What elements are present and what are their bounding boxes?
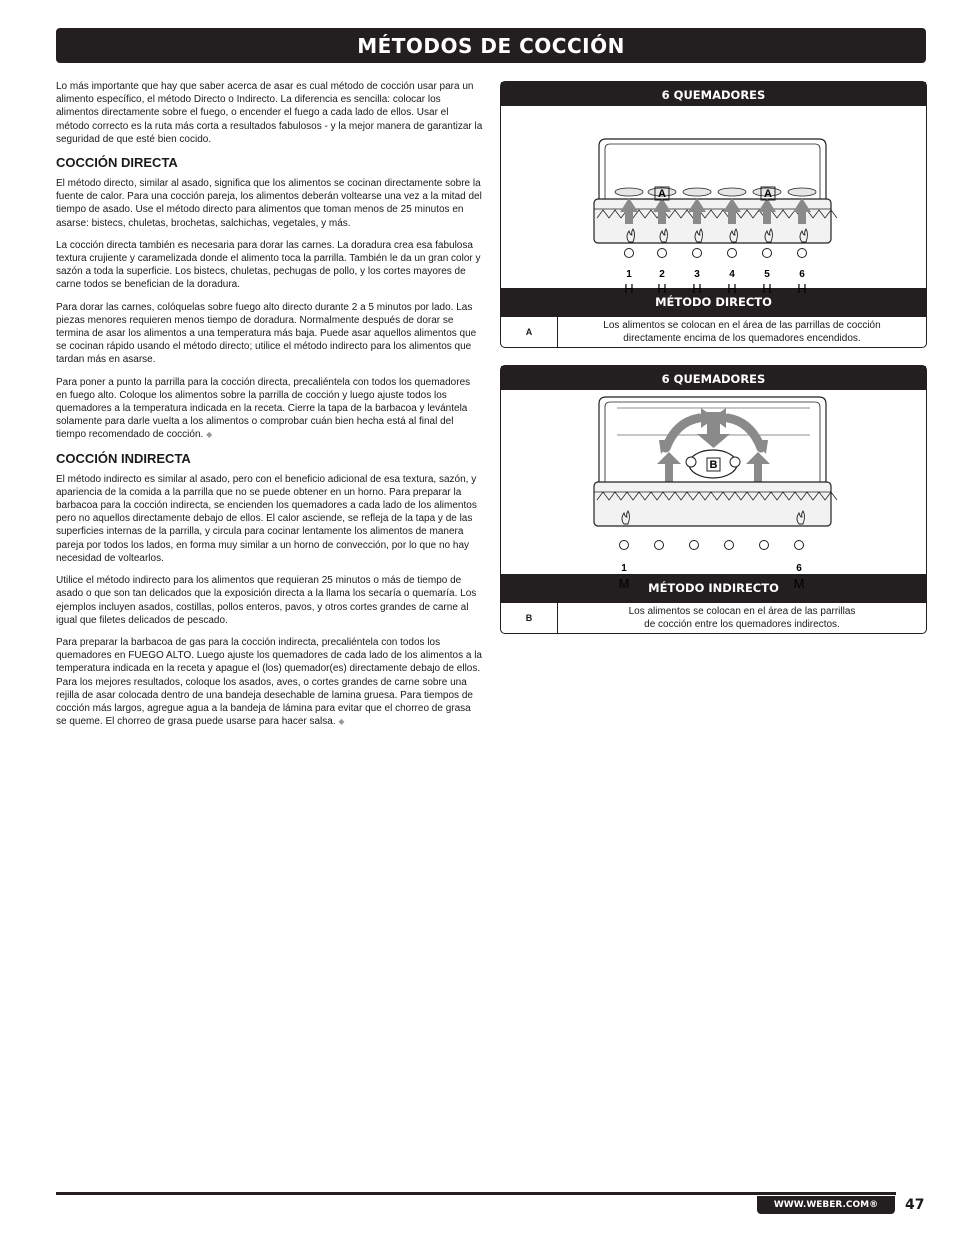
end-mark-icon: ◆: [338, 717, 345, 727]
burner-knob-icon: [693, 249, 702, 258]
food-callout-b: B: [709, 459, 718, 471]
food-item: [683, 188, 711, 196]
burner-knob-icon: [655, 541, 664, 550]
direct-heading: COCCIÓN DIRECTA: [56, 155, 178, 171]
heat-arrow-stem: [625, 210, 633, 224]
burner-setting: H: [762, 281, 772, 296]
burner-setting: H: [657, 281, 667, 296]
burner-knob-icon: [795, 541, 804, 550]
direct-paragraph-1: El método directo, similar al asado, significa que los alimentos se cocinan directamente sobre la fuente de calor. Para una cocción pareja, los alimentos deberán voltearse una vez a la mitad del tiempo de asado. Use el método directo para alimentos que toman menos de 25 minutos en asarse: bistecs, chuletas, brochetas, salchichas, vegetales, y más.: [56, 178, 482, 229]
direct-paragraph-4-text: Para poner a punto la parrilla para la cocción directa, precaliéntela con todos los quemadores en fuego alto. Coloque los alimentos sobre la parrilla de cocción y luego ajuste todos los quemadores a la temperatura indicada en la receta. Cierre la tapa de la barbacoa y levántela solamente para darle vuelta a los alimentos o comprobar cuán bien hecha está al final del tiempo recomendado de cocción.: [56, 376, 471, 441]
direct-panel-header: 6 QUEMADORES: [501, 82, 926, 106]
direct-paragraph-2: La cocción directa también es necesaria para dorar las carnes. La doradura crea esa fabulosa textura crujiente y caramelizada donde el alimento toca la parrilla. También le da un gran color y sazón a toda la superficie. Los bistecs, chuletas, pechugas de pollo, y los cortes mayores de carne todos se benefician de la doradura.: [56, 239, 481, 291]
burner-knob-icon: [690, 541, 699, 550]
page-title: MÉTODOS DE COCCIÓN: [56, 28, 926, 63]
burner-knob-icon: [763, 249, 772, 258]
burner-number: 6: [796, 563, 802, 574]
burner-number: 6: [799, 269, 805, 280]
indirect-paragraph-2: Utilice el método indirecto para los alimentos que requieran 25 minutos o más de tiempo de asado o que son tan delicados que la exposición directa a la llama los secaría o quemaría. Los ejemplos incluyen asados, costillas, pollos enteros, pavos, y otros cortes grandes de carne al igual que filetes delicados de pescado.: [56, 575, 477, 626]
indirect-desc-line-2: de cocción entre los quemadores indirectos.: [644, 619, 840, 630]
direct-legend-row: [501, 316, 926, 347]
food-callout-a-right: A: [764, 188, 772, 200]
direct-desc-line-1: Los alimentos se colocan en el área de las parrillas de cocción: [603, 320, 881, 331]
burner-number: 1: [626, 269, 632, 280]
burner-setting: M: [618, 576, 630, 591]
page-number: 47: [905, 1197, 925, 1213]
footer-rule: [56, 1192, 896, 1195]
indirect-method-label: MÉTODO INDIRECTO: [501, 574, 926, 602]
indirect-paragraph-3-text: Para preparar la barbacoa de gas para la cocción indirecta, precaliéntela con todos los quemadores en FUEGO ALTO. Luego ajuste los quemadores de cada lado de los alimentos a la temperatura indicada en la receta y apague el (los) quemador(es) directamente debajo de ellos. Para los mejores resultados, coloque los asados, aves, o cortes grandes de carne sobre una rejilla de asar colocada dentro de una bandeja desechable de lamina gruesa. Para tiempos de cocción más largos, agregue agua a la bandeja de lámina para evitar que el chorreo de grasa se queme. El chorreo de grasa puede usarse para hacer salsa.: [56, 636, 482, 728]
burner-knob-icon: [728, 249, 737, 258]
food-item: [718, 188, 746, 196]
direct-paragraph-4: [56, 376, 483, 442]
indirect-legend-description: [558, 603, 926, 633]
food-callout-a-left: A: [658, 188, 666, 200]
burner-knob-icon: [725, 541, 734, 550]
burner-knob-icon: [625, 249, 634, 258]
indirect-method-panel: [500, 365, 927, 634]
heat-arrow-stem: [798, 210, 806, 224]
indirect-legend-row: [501, 602, 926, 633]
indirect-desc-line-1: Los alimentos se colocan en el área de las parrillas: [628, 606, 856, 617]
burner-setting: H: [727, 281, 737, 296]
direct-grill-illustration: [501, 106, 926, 296]
burner-knob-icon: [620, 541, 629, 550]
heat-arrow-stem: [658, 210, 666, 224]
indirect-heading: COCCIÓN INDIRECTA: [56, 450, 191, 466]
burner-knob-icon: [798, 249, 807, 258]
direct-method-label: MÉTODO DIRECTO: [501, 288, 926, 316]
burner-setting: M: [793, 576, 805, 591]
direct-legend-description: [558, 317, 926, 347]
burner-knob-icon: [760, 541, 769, 550]
intro-paragraph: Lo más importante que hay que saber acerca de asar es cual método de cocción usar para un alimento específico, el método Directo o Indirecto. La diferencia es sencilla: colocar los alimentos directamente sobre el fuego, o encender el fuego a cada lado de ellos. Usar el método correcto es la ruta más corta a resultados fabulosos - y la mejor manera de garantizar la seguridad de que esté bien cocido.: [56, 81, 483, 145]
heat-arrow-stem: [763, 210, 771, 224]
direct-grill-diagram: [501, 106, 926, 296]
indirect-paragraph-3: [56, 636, 483, 728]
footer-website: WWW.WEBER.COM®: [757, 1196, 895, 1214]
burner-number: 5: [764, 269, 770, 280]
direct-paragraph-3: Para dorar las carnes, colóquelas sobre fuego alto directo durante 2 a 5 minutos por lado. Las piezas menores requieren menos tiempo de doradura. Normalmente después de dorar se termina de asar los alimentos a una temperatura más baja. Puede asar aquellos alimentos que se cocinan rápido usando el método directo; utilice el método indirecto para los alimentos que tardan más en asarse.: [56, 301, 477, 366]
burner-knob-icon: [658, 249, 667, 258]
direct-legend-letter: A: [501, 317, 558, 347]
end-mark-icon: ◆: [206, 430, 213, 440]
direct-desc-line-2: directamente encima de los quemadores encendidos.: [623, 333, 861, 344]
burner-number: 2: [659, 269, 665, 280]
heat-arrow-stem: [693, 210, 701, 224]
burner-number: 4: [729, 269, 735, 280]
food-item: [615, 188, 643, 196]
indirect-legend-letter: B: [501, 603, 558, 633]
indirect-paragraph-1: El método indirecto es similar al asado, pero con el beneficio adicional de esa textura, sazón, y apariencia de la comida a la parrilla que no se puede obtener en un horno. Para preparar la barbacoa para la cocción indirecta, se encienden los quemadores a cada lado de los alimentos pero no aquellos directamente debajo de ellos. El calor asciende, se refleja de la tapa y de las superficies internas de la parrilla, y circula para cocinar lentamente los alimentos de manera pareja por todos los lados, en forma muy similar a un horno de convección, por lo que no hay necesidad de voltearlos.: [56, 473, 477, 564]
direct-method-panel: [500, 81, 927, 348]
indirect-panel-header: 6 QUEMADORES: [501, 366, 926, 390]
burner-setting: H: [624, 281, 634, 296]
heat-arrow-stem: [728, 210, 736, 224]
burner-number: 3: [694, 269, 700, 280]
burner-number: 1: [621, 563, 627, 574]
food-item: [788, 188, 816, 196]
burner-setting: H: [692, 281, 702, 296]
body-text-column: [56, 80, 483, 737]
burner-setting: H: [797, 281, 807, 296]
